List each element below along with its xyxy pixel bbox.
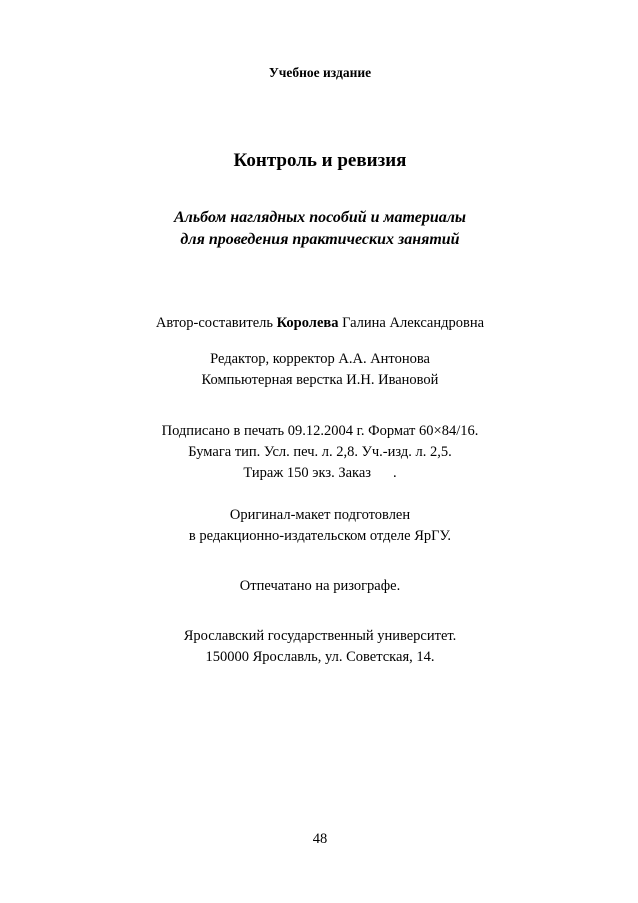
author-prefix: Автор-составитель [155, 315, 274, 331]
editor-line: Редактор, корректор А.А. Антонова [210, 351, 430, 367]
print-run-text: Тираж 150 экз. Заказ [243, 465, 372, 481]
page-number: 48 [312, 831, 328, 847]
signed-to-print-line: Подписано в печать 09.12.2004 г. Формат 60×84/16. [161, 423, 479, 439]
print-run-line [150, 466, 490, 481]
publisher-address: 150000 Ярославль, ул. Советская, 14. [205, 649, 435, 665]
publisher-name: Ярославский государственный университет. [183, 628, 457, 644]
print-run-end: . [393, 465, 397, 481]
original-layout-line-2: в редакционно-издательском отделе ЯрГУ. [188, 528, 452, 544]
original-layout-line-1: Оригинал-макет подготовлен [229, 507, 411, 523]
edition-type: Учебное издание [268, 65, 372, 80]
printed-line: Отпечатано на ризографе. [239, 578, 401, 594]
author-line [130, 316, 510, 331]
author-name: Галина Александровна [342, 315, 485, 331]
author-surname: Королева [276, 315, 339, 331]
book-title: Контроль и ревизия [233, 150, 407, 171]
subtitle-line-1: Альбом наглядных пособий и материалы [173, 209, 467, 226]
layout-line: Компьютерная верстка И.Н. Ивановой [201, 372, 439, 388]
paper-line: Бумага тип. Усл. печ. л. 2,8. Уч.-изд. л. 2,5. [188, 444, 452, 460]
subtitle-line-2: для проведения практических занятий [180, 231, 460, 248]
